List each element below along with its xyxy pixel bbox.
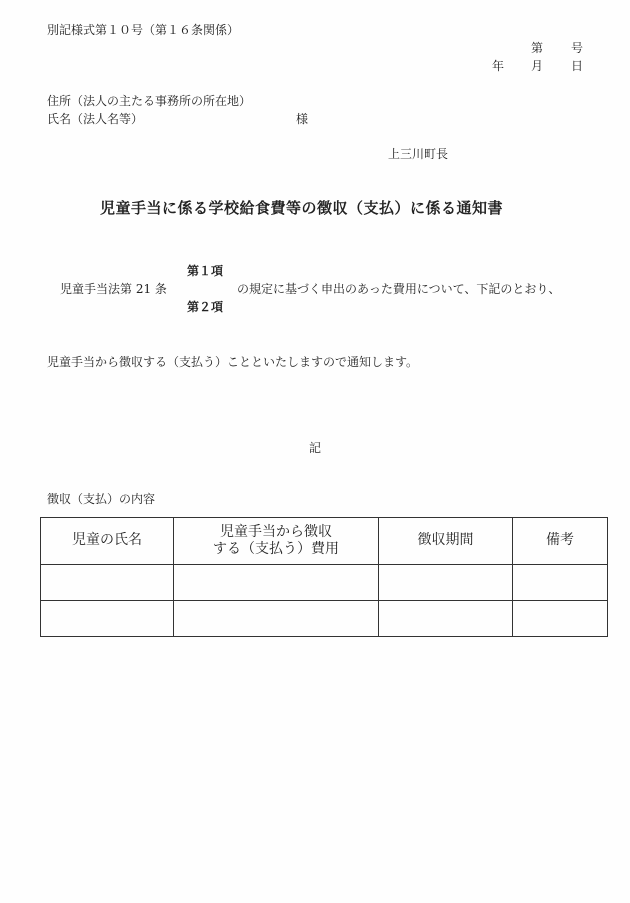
address-label: 住所（法人の主たる事務所の所在地） — [47, 94, 252, 108]
cell-fee[interactable] — [174, 601, 379, 637]
table-header-row — [41, 518, 608, 565]
name-label: 氏名（法人名等） — [47, 112, 144, 126]
law-name: 児童手当法第 21 条 — [60, 282, 167, 296]
header-remarks: 備考 — [513, 518, 608, 565]
header-period: 徴収期間 — [379, 518, 513, 565]
table-row — [41, 565, 608, 601]
date-year: 年 — [492, 59, 505, 73]
form-number: 別記様式第１０号（第１６条関係） — [47, 23, 240, 37]
cell-child-name[interactable] — [41, 565, 174, 601]
header-fee: 児童手当から徴収 する（支払う）費用 — [174, 518, 379, 565]
table-row — [41, 601, 608, 637]
cell-remarks[interactable] — [513, 601, 608, 637]
doc-number-go: 号 — [571, 41, 584, 55]
date-month: 月 — [531, 59, 544, 73]
cell-remarks[interactable] — [513, 565, 608, 601]
cell-period[interactable] — [379, 565, 513, 601]
cell-fee[interactable] — [174, 565, 379, 601]
body-line1-rest: の規定に基づく申出のあった費用について、下記のとおり、 — [237, 282, 561, 296]
header-child-name: 児童の氏名 — [41, 518, 174, 565]
ki-mark: 記 — [309, 441, 322, 455]
document-title: 児童手当に係る学校給食費等の徴収（支払）に係る通知書 — [100, 199, 504, 217]
sender: 上三川町長 — [388, 147, 449, 161]
cell-period[interactable] — [379, 601, 513, 637]
cell-child-name[interactable] — [41, 601, 174, 637]
content-table — [40, 517, 608, 637]
doc-number-dai: 第 — [531, 41, 544, 55]
honorific: 様 — [296, 112, 309, 126]
date-day: 日 — [571, 59, 584, 73]
clause-1: 第１項 — [187, 264, 224, 278]
clause-2: 第２項 — [187, 300, 224, 314]
section-label: 徴収（支払）の内容 — [47, 492, 156, 506]
body-line2: 児童手当から徴収する（支払う）ことといたしますので通知します。 — [47, 355, 419, 369]
